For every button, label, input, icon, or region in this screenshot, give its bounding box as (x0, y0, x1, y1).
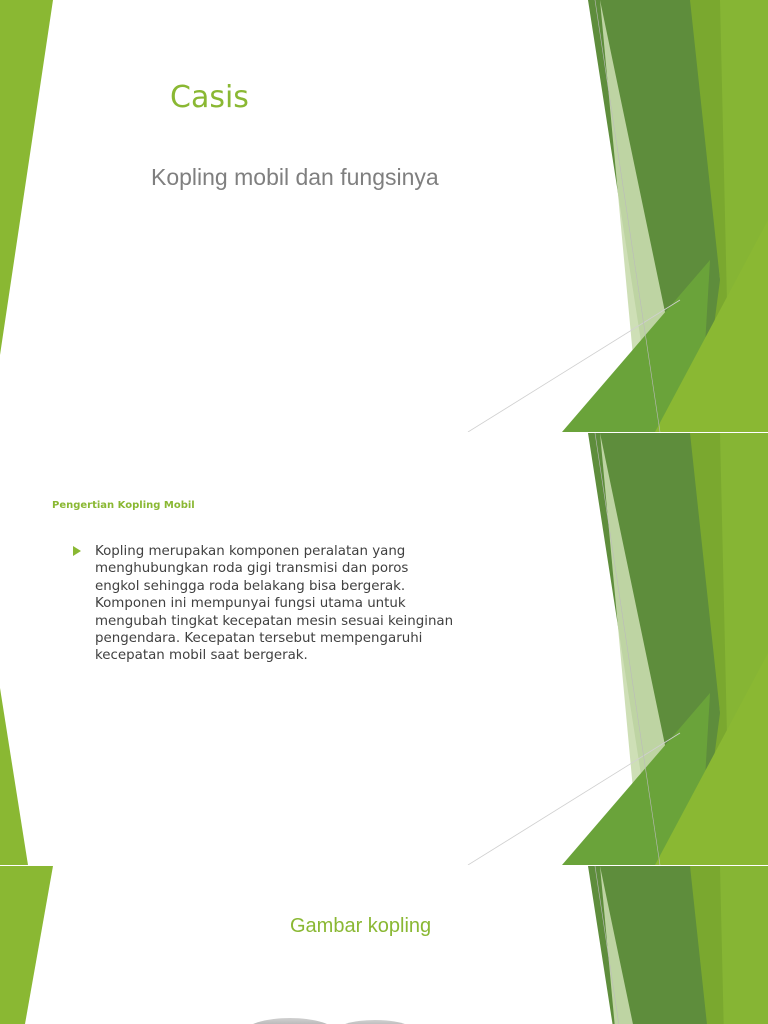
slide-title: Pengertian Kopling Mobil (52, 500, 195, 511)
slide-2 (0, 433, 768, 865)
bullet-text: Kopling merupakan komponen peralatan yang menghubungkan roda gigi transmisi dan poros engkol sehingga roda belakang bisa bergerak. Komponen ini mempunyai fungsi utama untuk mengubah tingkat kecepatan mesin sesuai keinginan pengendara. Kecepatan tersebut mempengaruhi kecepatan mobil saat bergerak. (95, 544, 454, 664)
bullet-arrow-icon (73, 546, 81, 556)
slide-title: Gambar kopling (290, 915, 432, 937)
slide-3 (0, 866, 768, 1024)
slide-subtitle: Kopling mobil dan fungsinya (151, 164, 439, 190)
slide-1 (0, 0, 768, 432)
clutch-image (230, 1012, 430, 1024)
slide-1-decoration (0, 0, 768, 432)
slide-3-decoration (0, 866, 768, 1024)
slide-title: Casis (170, 80, 249, 115)
